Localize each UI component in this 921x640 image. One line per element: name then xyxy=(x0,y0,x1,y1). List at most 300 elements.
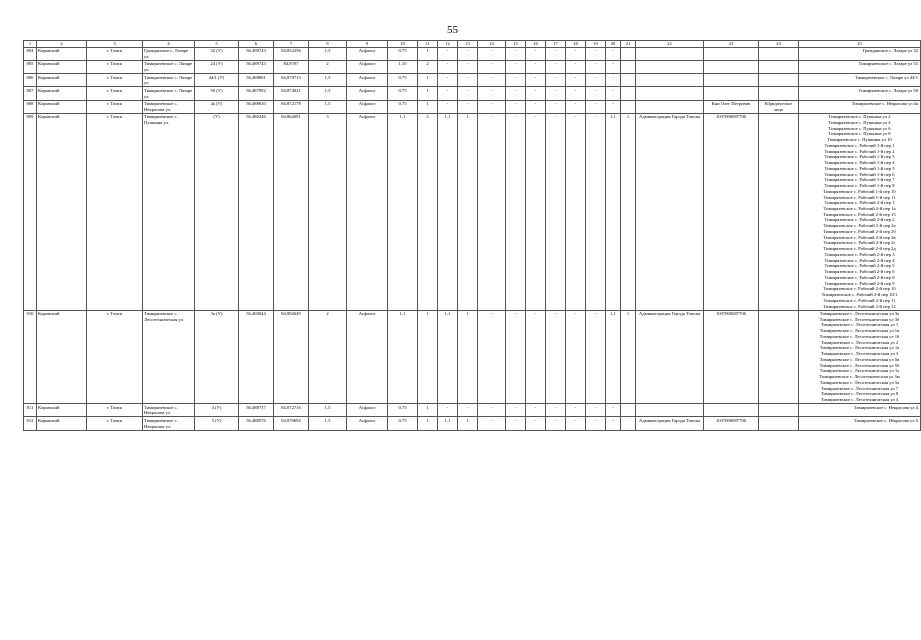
cell-address-list xyxy=(799,113,921,310)
cell-col-13: - xyxy=(458,100,478,113)
cell-col-1: 812 xyxy=(24,417,37,430)
address-line: Тимирязевское с. Рабочий 2-й пер 2 xyxy=(824,217,895,223)
address-line: Тимирязевское с. Лесотехническая ул 3м xyxy=(819,374,900,380)
cell-col-12: - xyxy=(438,87,458,100)
address-line: Тимирязевское с. Рабочий 2-й пер 10/1 xyxy=(821,292,898,298)
address-line: Тимирязевское с. Рабочий 1-й пер 4 xyxy=(824,160,895,166)
cell-col-3: г. Томск xyxy=(87,60,143,73)
cell-col-11: 1 xyxy=(418,47,438,60)
table-row xyxy=(24,47,921,60)
cell-col-7: 84,862691 xyxy=(274,113,309,310)
address-line: Тимирязевское с. Рабочий 2-й пер 4 xyxy=(824,257,895,263)
cell-col-2: Кировский xyxy=(37,47,87,60)
cell-col-2: Кировский xyxy=(37,100,87,113)
column-header: 21 xyxy=(621,41,636,48)
cell-col-6: 56,487992 xyxy=(239,87,274,100)
cell-col-2: Кировский xyxy=(37,87,87,100)
address-line: Тимирязевское с. Лазаре ул 44/1 xyxy=(854,74,918,80)
cell-col-19: - xyxy=(586,87,606,100)
cell-address-list xyxy=(799,100,921,113)
cell-col-12: 1,1 xyxy=(438,310,458,404)
cell-col-17: - xyxy=(546,74,566,87)
address-line: Гражданское с. Лазаре ул 32 xyxy=(862,48,918,54)
cell-col-21 xyxy=(621,74,636,87)
cell-col-3: г. Томск xyxy=(87,310,143,404)
column-header: 4 xyxy=(143,41,195,48)
cell-col-7: 84,872178 xyxy=(274,100,309,113)
cell-address-list xyxy=(799,310,921,404)
column-header: 19 xyxy=(586,41,606,48)
cell-col-4: Тимирязевское с. Лазаре ул. xyxy=(143,60,195,73)
table-row xyxy=(24,100,921,113)
cell-col-2: Кировский xyxy=(37,74,87,87)
cell-col-24: Юридическое лицо xyxy=(759,100,799,113)
address-line: Тимирязевское с. Рабочий 2-й пер 2б xyxy=(823,228,896,234)
address-line: Тимирязевское с. Лесотехническая ул 16 xyxy=(819,333,900,339)
cell-col-15: - xyxy=(506,113,526,310)
cell-col-8: 2 xyxy=(309,60,347,73)
cell-col-24 xyxy=(759,60,799,73)
cell-col-20: - xyxy=(606,60,621,73)
address-line: Тимирязевское с. Некрасова ул 4 xyxy=(853,404,918,410)
cell-col-9: Асфальт xyxy=(347,113,388,310)
column-header: 24 xyxy=(759,41,799,48)
column-header: 16 xyxy=(526,41,546,48)
cell-col-5: 32 (У) xyxy=(195,47,239,60)
cell-col-6: 56,488810 xyxy=(239,100,274,113)
cell-col-16: - xyxy=(526,310,546,404)
cell-col-22 xyxy=(636,60,704,73)
cell-col-5: 3а (У) xyxy=(195,310,239,404)
cell-col-23 xyxy=(704,60,759,73)
cell-col-20: - xyxy=(606,417,621,430)
cell-col-20: 1,1 xyxy=(606,113,621,310)
cell-col-15: - xyxy=(506,100,526,113)
cell-col-7: 84,852256 xyxy=(274,47,309,60)
cell-col-9: Асфальт xyxy=(347,310,388,404)
cell-col-9: Асфальт xyxy=(347,47,388,60)
column-header: 7 xyxy=(274,41,309,48)
cell-col-14: - xyxy=(478,87,506,100)
address-line: Тимирязевское с. Некрасова ул 5 xyxy=(853,417,918,423)
cell-col-10: 0,75 xyxy=(388,404,418,417)
cell-col-3: г. Томск xyxy=(87,404,143,417)
column-header: 22 xyxy=(636,41,704,48)
cell-col-11: 1 xyxy=(418,100,438,113)
cell-col-8: 1,5 xyxy=(309,74,347,87)
cell-col-18: - xyxy=(566,100,586,113)
cell-col-23 xyxy=(704,74,759,87)
cell-col-16: - xyxy=(526,113,546,310)
address-line: Тимирязевское с. Рабочий 1-й пер 11 xyxy=(823,194,896,200)
cell-col-23 xyxy=(704,47,759,60)
cell-col-17: - xyxy=(546,113,566,310)
address-line: Тимирязевское с. Лесотехническая ул 1а xyxy=(819,345,900,351)
address-line: Тимирязевское с. Лесотехническая ул 5в xyxy=(819,356,900,362)
cell-col-22: Администрация Города Томска xyxy=(636,310,704,404)
cell-col-17: - xyxy=(546,47,566,60)
address-line: Тимирязевское с. Рабочий 1-й пер 7 xyxy=(824,177,895,183)
cell-col-24 xyxy=(759,87,799,100)
cell-col-16: - xyxy=(526,404,546,417)
address-line: Тимирязевское с. Пушкина ул 6 xyxy=(828,125,891,131)
cell-col-7: 84,892649 xyxy=(274,310,309,404)
column-header: 15 xyxy=(506,41,526,48)
cell-address-list xyxy=(799,417,921,430)
cell-col-3: г. Томск xyxy=(87,417,143,430)
cell-col-24 xyxy=(759,310,799,404)
cell-col-22 xyxy=(636,74,704,87)
cell-col-8: 2 xyxy=(309,310,347,404)
cell-col-2: Кировский xyxy=(37,404,87,417)
cell-col-24 xyxy=(759,417,799,430)
cell-col-21 xyxy=(621,60,636,73)
cell-col-14: - xyxy=(478,113,506,310)
cell-col-1: 807 xyxy=(24,87,37,100)
address-line: Тимирязевское с. Лесотехническая ул 2 xyxy=(820,339,899,345)
cell-col-20: 1,1 xyxy=(606,310,621,404)
cell-col-7: 84,870715 xyxy=(274,74,309,87)
cell-col-4: Тимирязевское с. Некрасова ул. xyxy=(143,417,195,430)
table-row xyxy=(24,74,921,87)
address-line: Тимирязевское с. Лесотехническая ул 1в xyxy=(819,328,900,334)
column-header: 1 xyxy=(24,41,37,48)
cell-col-6: 56,488801 xyxy=(239,74,274,87)
column-header: 9 xyxy=(347,41,388,48)
cell-col-24 xyxy=(759,47,799,60)
cell-col-19: - xyxy=(586,417,606,430)
cell-col-10: 0,75 xyxy=(388,74,418,87)
column-header: 20 xyxy=(606,41,621,48)
cell-col-7: 84,872716 xyxy=(274,404,309,417)
cell-col-11: 2 xyxy=(418,60,438,73)
cell-address-list xyxy=(799,404,921,417)
cell-col-10: 1,1 xyxy=(388,310,418,404)
cell-col-6: 56,490743 xyxy=(239,47,274,60)
cell-col-14: - xyxy=(478,100,506,113)
address-line: Тимирязевское с. Лесотехническая ул 4 xyxy=(820,397,899,403)
address-line: Тимирязевское с. Лесотехническая ул 3 xyxy=(820,351,899,357)
cell-col-3: г. Томск xyxy=(87,47,143,60)
registry-table xyxy=(23,40,921,431)
cell-col-13: - xyxy=(458,87,478,100)
cell-col-4: Тимирязевское с. Лазаре ул. xyxy=(143,74,195,87)
address-line: Тимирязевское с. Рабочий 1-й пер 8 xyxy=(824,183,895,189)
cell-col-7: 84,870692 xyxy=(274,417,309,430)
cell-col-9: Асфальт xyxy=(347,87,388,100)
cell-col-3: г. Томск xyxy=(87,100,143,113)
cell-col-17: - xyxy=(546,87,566,100)
cell-col-19: - xyxy=(586,310,606,404)
cell-col-8: 1,5 xyxy=(309,87,347,100)
cell-col-15: - xyxy=(506,74,526,87)
cell-col-22 xyxy=(636,87,704,100)
cell-col-9: Асфальт xyxy=(347,417,388,430)
cell-col-23 xyxy=(704,87,759,100)
address-line: Тимирязевское с. Рабочий 2-й пер 1 xyxy=(824,200,895,206)
cell-col-10: 0,75 xyxy=(388,100,418,113)
cell-col-18: - xyxy=(566,310,586,404)
cell-col-5: 5 (У) xyxy=(195,417,239,430)
cell-col-17: - xyxy=(546,404,566,417)
cell-col-19: - xyxy=(586,100,606,113)
column-header: 17 xyxy=(546,41,566,48)
table-row xyxy=(24,87,921,100)
address-line: Тимирязевское с. Пушкина ул 10 xyxy=(827,137,892,143)
cell-col-2: Кировский xyxy=(37,417,87,430)
cell-col-18: - xyxy=(566,417,586,430)
cell-col-12: - xyxy=(438,100,458,113)
column-header: 12 xyxy=(438,41,458,48)
cell-col-1: 805 xyxy=(24,60,37,73)
address-line: Тимирязевское с. Рабочий 1-й пер 5 xyxy=(824,165,895,171)
cell-col-22 xyxy=(636,47,704,60)
address-line: Тимирязевское с. Лазаре ул 50 xyxy=(858,87,918,93)
cell-col-22 xyxy=(636,404,704,417)
cell-col-12: 1,1 xyxy=(438,417,458,430)
cell-col-18: - xyxy=(566,404,586,417)
cell-col-10: 1,1 xyxy=(388,113,418,310)
address-line: Тимирязевское с. Лесотехническая ул 5б xyxy=(819,362,900,368)
cell-col-21: 1 xyxy=(621,310,636,404)
cell-col-15: - xyxy=(506,310,526,404)
cell-col-14: - xyxy=(478,74,506,87)
cell-col-9: Асфальт xyxy=(347,60,388,73)
address-line: Тимирязевское с. Рабочий 1-й пер 10 xyxy=(823,188,896,194)
column-header: 13 xyxy=(458,41,478,48)
cell-col-14: - xyxy=(478,47,506,60)
cell-col-13: 1 xyxy=(458,113,478,310)
table-row xyxy=(24,310,921,404)
cell-col-15: - xyxy=(506,47,526,60)
cell-col-13: - xyxy=(458,74,478,87)
cell-col-6: 56,488576 xyxy=(239,417,274,430)
cell-col-14: - xyxy=(478,417,506,430)
cell-col-7: 84,874021 xyxy=(274,87,309,100)
column-header: 6 xyxy=(239,41,274,48)
header-row xyxy=(24,41,921,48)
address-line: Тимирязевское с. Рабочий 2-й пер 12 xyxy=(823,303,896,309)
cell-col-24 xyxy=(759,404,799,417)
cell-col-11: 1 xyxy=(418,74,438,87)
cell-address-list xyxy=(799,87,921,100)
cell-col-19: - xyxy=(586,404,606,417)
table-row xyxy=(24,60,921,73)
cell-col-16: - xyxy=(526,47,546,60)
address-line: Тимирязевское с. Рабочий 2-й пер 3 xyxy=(824,251,895,257)
cell-col-1: 811 xyxy=(24,404,37,417)
cell-col-20: - xyxy=(606,74,621,87)
cell-col-11: 1 xyxy=(418,87,438,100)
cell-col-14: - xyxy=(478,404,506,417)
address-line: Тимирязевское с. Рабочий 2-й пер 2а xyxy=(823,223,896,229)
cell-col-10: 0,75 xyxy=(388,87,418,100)
address-line: Тимирязевское с. Рабочий 2-й пер 2в xyxy=(823,234,896,240)
cell-col-10: 0,75 xyxy=(388,47,418,60)
cell-col-2: Кировский xyxy=(37,113,87,310)
table-row xyxy=(24,404,921,417)
cell-col-22: Администрация Города Томска xyxy=(636,113,704,310)
address-line: Тимирязевское с. Рабочий 2-й пер 9 xyxy=(824,280,895,286)
cell-col-11: 2 xyxy=(418,113,438,310)
cell-col-13: 1 xyxy=(458,310,478,404)
cell-col-16: - xyxy=(526,100,546,113)
cell-col-24 xyxy=(759,113,799,310)
address-line: Тимирязевское с. Рабочий 1-й пер 1 xyxy=(824,142,895,148)
address-line: Тимирязевское с. Лесотехническая ул 7 xyxy=(820,385,899,391)
cell-col-5: 50 (У) xyxy=(195,87,239,100)
cell-col-3: г. Томск xyxy=(87,113,143,310)
cell-col-24 xyxy=(759,74,799,87)
address-line: Тимирязевское с. Рабочий 1-й пер 3 xyxy=(824,154,895,160)
cell-col-23: 1037000087706 xyxy=(704,113,759,310)
cell-col-8: 1,5 xyxy=(309,47,347,60)
cell-col-11: 1 xyxy=(418,404,438,417)
column-header: 18 xyxy=(566,41,586,48)
cell-col-12: - xyxy=(438,404,458,417)
cell-col-13: - xyxy=(458,47,478,60)
cell-col-20: - xyxy=(606,47,621,60)
cell-col-5: 24 (У) xyxy=(195,60,239,73)
cell-col-23 xyxy=(704,404,759,417)
cell-col-12: 1,1 xyxy=(438,113,458,310)
cell-col-1: 806 xyxy=(24,74,37,87)
cell-col-15: - xyxy=(506,404,526,417)
address-line: Тимирязевское с. Пушкина ул 8 xyxy=(828,131,891,137)
cell-col-19: - xyxy=(586,113,606,310)
cell-address-list xyxy=(799,74,921,87)
column-header: 8 xyxy=(309,41,347,48)
cell-col-15: - xyxy=(506,417,526,430)
cell-col-8: 1,5 xyxy=(309,404,347,417)
cell-col-12: - xyxy=(438,47,458,60)
cell-col-11: 1 xyxy=(418,310,438,404)
cell-col-2: Кировский xyxy=(37,60,87,73)
address-line: Тимирязевское с. Рабочий 2-й пер 2д xyxy=(823,246,896,252)
cell-col-14: - xyxy=(478,310,506,404)
cell-col-8: 3 xyxy=(309,113,347,310)
cell-col-18: - xyxy=(566,87,586,100)
column-header: 5 xyxy=(195,41,239,48)
cell-col-12: - xyxy=(438,60,458,73)
cell-col-17: - xyxy=(546,60,566,73)
cell-col-6: 56,489743 xyxy=(239,60,274,73)
cell-col-11: 1 xyxy=(418,417,438,430)
table-row xyxy=(24,417,921,430)
address-line: Тимирязевское с. Рабочий 2-й пер 11 xyxy=(823,297,896,303)
cell-address-list xyxy=(799,47,921,60)
address-line: Тимирязевское с. Лесотехническая ул 1а xyxy=(819,368,900,374)
page-number: 55 xyxy=(447,24,458,36)
cell-col-21 xyxy=(621,47,636,60)
cell-col-9: Асфальт xyxy=(347,74,388,87)
cell-col-10: 1,10 xyxy=(388,60,418,73)
address-line: Тимирязевское с. Лесотехническая ул 8 xyxy=(820,391,899,397)
cell-col-18: - xyxy=(566,60,586,73)
column-header: 2 xyxy=(37,41,87,48)
cell-col-9: Асфальт xyxy=(347,100,388,113)
cell-col-23: 1037000087706 xyxy=(704,310,759,404)
cell-col-21: 1 xyxy=(621,113,636,310)
cell-col-17: - xyxy=(546,417,566,430)
cell-col-22: Администрация Города Томска xyxy=(636,417,704,430)
cell-col-6: 56,469044 xyxy=(239,310,274,404)
cell-col-23: 1037000087706 xyxy=(704,417,759,430)
cell-col-18: - xyxy=(566,74,586,87)
address-line: Тимирязевское с. Рабочий 2-й пер 1а xyxy=(823,206,896,212)
cell-col-22 xyxy=(636,100,704,113)
cell-col-13: - xyxy=(458,404,478,417)
cell-col-16: - xyxy=(526,60,546,73)
cell-col-17: - xyxy=(546,310,566,404)
address-line: Тимирязевское с. Лесотехническая ул 3а xyxy=(819,311,900,317)
cell-col-20: - xyxy=(606,404,621,417)
column-header: 11 xyxy=(418,41,438,48)
cell-col-5: (У) xyxy=(195,113,239,310)
address-line: Тимирязевское с. Рабочий 2-й пер 10 xyxy=(823,286,896,292)
cell-col-4: Тимирязевское с. Некрасова ул. xyxy=(143,404,195,417)
cell-col-20: - xyxy=(606,100,621,113)
address-line: Тимирязевское с. Рабочий 2-й пер 8 xyxy=(824,274,895,280)
cell-col-18: - xyxy=(566,47,586,60)
address-line: Тимирязевское с. Рабочий 2-й пер 15 xyxy=(823,211,896,217)
cell-col-4: Тимирязевское с. Лазаре ул. xyxy=(143,87,195,100)
cell-col-6: 56,480246 xyxy=(239,113,274,310)
address-line: Тимирязевское с. Рабочий 2-й пер 6 xyxy=(824,269,895,275)
column-header: 3 xyxy=(87,41,143,48)
cell-col-3: г. Томск xyxy=(87,74,143,87)
cell-col-10: 0,75 xyxy=(388,417,418,430)
address-line: Тимирязевское с. Пушкина ул 4 xyxy=(828,120,891,125)
cell-col-17: - xyxy=(546,100,566,113)
cell-col-2: Кировский xyxy=(37,310,87,404)
cell-address-list xyxy=(799,60,921,73)
cell-col-21 xyxy=(621,417,636,430)
cell-col-12: - xyxy=(438,74,458,87)
address-line: Тимирязевское с. Рабочий 1-й пер 2 xyxy=(824,148,895,154)
column-header: 14 xyxy=(478,41,506,48)
address-line: Тимирязевское с. Лесотехническая ул 1 xyxy=(820,322,899,328)
table-row xyxy=(24,113,921,310)
cell-col-19: - xyxy=(586,74,606,87)
column-header: 25 xyxy=(799,41,921,48)
cell-col-4: Тимирязевское с. Некрасова ул. xyxy=(143,100,195,113)
cell-col-21 xyxy=(621,87,636,100)
address-line: Тимирязевское с. Пушкина ул 2 xyxy=(828,114,891,120)
cell-col-21 xyxy=(621,100,636,113)
cell-col-19: - xyxy=(586,60,606,73)
cell-col-18: - xyxy=(566,113,586,310)
cell-col-3: г. Томск xyxy=(87,87,143,100)
cell-col-19: - xyxy=(586,47,606,60)
cell-col-13: - xyxy=(458,60,478,73)
cell-col-5: 4 (У) xyxy=(195,404,239,417)
cell-col-8: 1,5 xyxy=(309,417,347,430)
cell-col-7: 84,8707 xyxy=(274,60,309,73)
cell-col-9: Асфальт xyxy=(347,404,388,417)
cell-col-21 xyxy=(621,404,636,417)
cell-col-5: 44/1 (У) xyxy=(195,74,239,87)
cell-col-4: Тимирязевское с. Пушкина ул. xyxy=(143,113,195,310)
cell-col-5: 4а (У) xyxy=(195,100,239,113)
address-line: Тимирязевское с. Лесотехническая ул 3б xyxy=(819,316,900,322)
address-line: Тимирязевское с. Рабочий 1-й пер 6 xyxy=(824,171,895,177)
cell-col-1: 808 xyxy=(24,100,37,113)
cell-col-4: Гражданское с. Лазаре ул. xyxy=(143,47,195,60)
cell-col-20: - xyxy=(606,87,621,100)
cell-col-1: 809 xyxy=(24,113,37,310)
address-line: Тимирязевское с. Рабочий 2-й пер 2г xyxy=(823,240,896,246)
